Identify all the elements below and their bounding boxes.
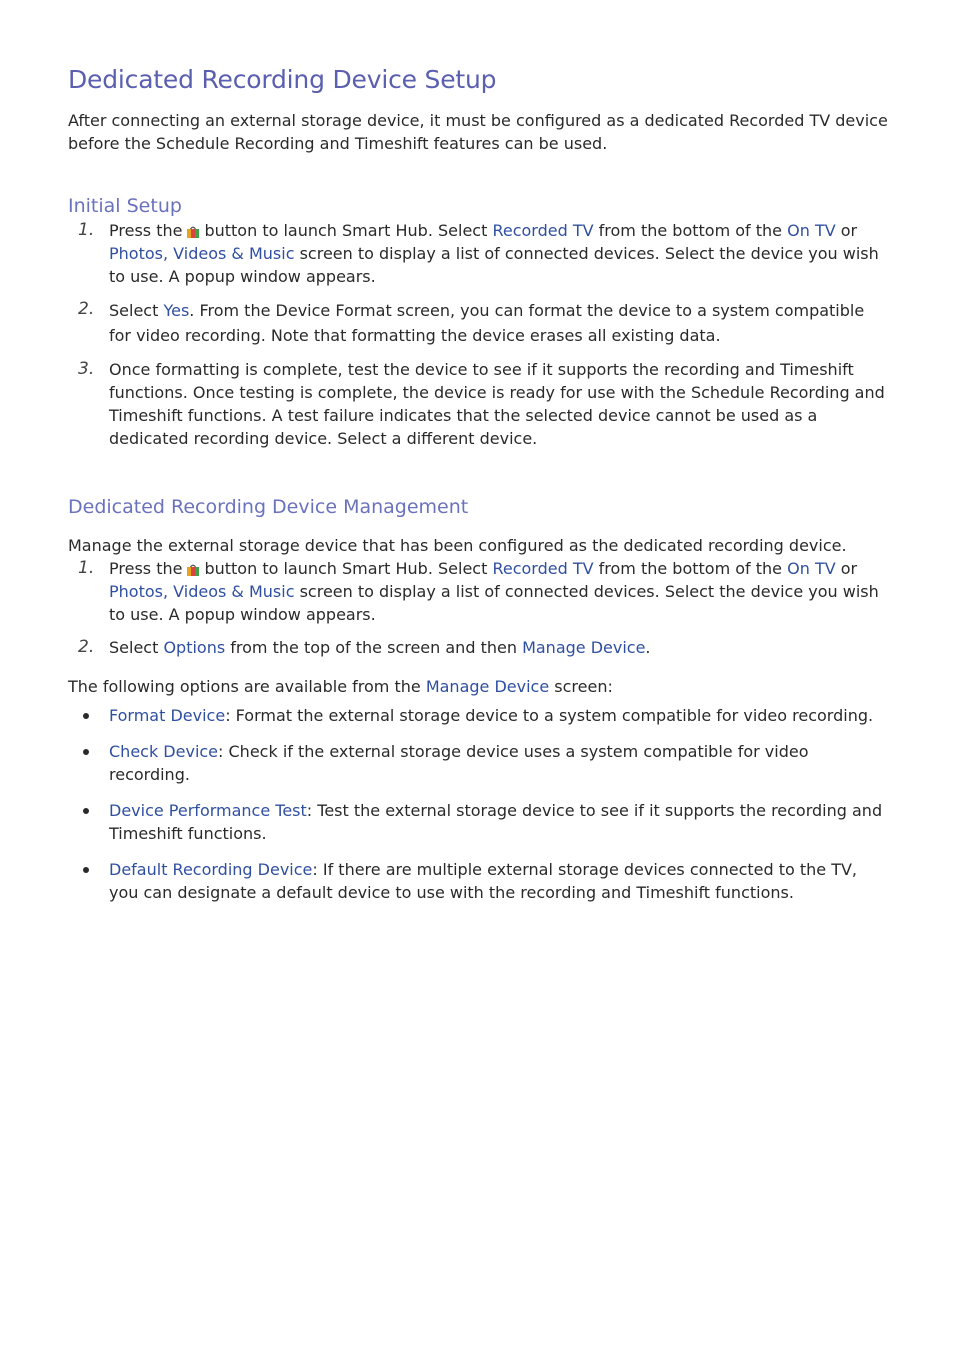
- step-number: 1.: [78, 220, 95, 240]
- step-text: Once formatting is complete, test the device to see if it supports the recording and Timeshift functions. Once testing is complete, the device is ready for use with the Schedule Recording and Timeshift functions. A test failure indicates that the selected device cannot be used as a dedicated recording device. Select a different device.: [109, 360, 885, 448]
- step-text: button to launch Smart Hub. Select: [204, 221, 488, 240]
- step-text: . From the Device Format screen, you can format the device to a system compatible for video recording. Note that formatting the device erases all existing data.: [109, 301, 865, 345]
- smart-hub-icon: [186, 225, 200, 239]
- keyword-on-tv: On TV: [787, 221, 836, 240]
- step-number: 2.: [78, 637, 95, 657]
- step-text: Select: [109, 301, 159, 320]
- document-page: [68, 60, 890, 904]
- step-text: screen to display a list of connected devices. Select the device you wish to use. A popup window appears.: [109, 582, 879, 624]
- options-intro-text: screen:: [554, 677, 613, 696]
- option-name: Format Device: [109, 706, 226, 725]
- options-intro: [68, 675, 890, 698]
- options-intro-text: The following options are available from the: [68, 677, 421, 696]
- option-name: Default Recording Device: [109, 860, 313, 879]
- list-item: [68, 358, 890, 450]
- option-description: : Format the external storage device to a system compatible for video recording.: [225, 706, 874, 725]
- list-item: [68, 219, 890, 288]
- management-intro: Manage the external storage device that has been configured as the dedicated recording device.: [68, 536, 847, 555]
- initial-setup-steps: [68, 219, 890, 450]
- option-format-device: [68, 704, 890, 727]
- option-description: : Test the external storage device to see if it supports the recording and Timeshift functions.: [109, 801, 883, 843]
- list-item: [68, 298, 890, 348]
- list-item: [68, 636, 890, 659]
- step-text: from the top of the screen and then: [230, 638, 517, 657]
- bullet: [83, 749, 89, 755]
- management-steps: [68, 557, 890, 659]
- intro-paragraph: After connecting an external storage device, it must be configured as a dedicated Recorded TV device before the Schedule Recording and Timeshift features can be used.: [68, 111, 888, 153]
- keyword-yes: Yes: [163, 301, 190, 320]
- keyword-manage-device: Manage Device: [425, 677, 550, 696]
- option-name: Check Device: [109, 742, 219, 761]
- option-device-performance-test: [68, 799, 890, 845]
- bullet: [83, 867, 89, 873]
- step-text: Press the: [109, 221, 183, 240]
- step-text: from the bottom of the: [598, 221, 783, 240]
- keyword-recorded-tv: Recorded TV: [492, 221, 594, 240]
- smart-hub-icon: [186, 563, 200, 577]
- step-text: screen to display a list of connected devices. Select the device you wish to use. A popup window appears.: [109, 244, 879, 286]
- step-text: .: [645, 638, 651, 657]
- step-number: 3.: [78, 359, 95, 379]
- option-description: : Check if the external storage device uses a system compatible for video recording.: [109, 742, 809, 784]
- step-text: Press the: [109, 559, 183, 578]
- keyword-recorded-tv: Recorded TV: [492, 559, 594, 578]
- step-text: Select: [109, 638, 159, 657]
- option-description: : If there are multiple external storage devices connected to the TV, you can designate a default device to use with the recording and Timeshift functions.: [109, 860, 858, 902]
- option-name: Device Performance Test: [109, 801, 307, 820]
- option-default-recording-device: [68, 858, 890, 904]
- step-text: or: [840, 221, 858, 240]
- keyword-photos-videos-music: Photos, Videos & Music: [109, 582, 295, 601]
- step-number: 2.: [78, 299, 95, 319]
- step-number: 1.: [78, 558, 95, 578]
- section-heading-device-management: Dedicated Recording Device Management: [68, 496, 469, 518]
- step-text: or: [840, 559, 858, 578]
- keyword-photos-videos-music: Photos, Videos & Music: [109, 244, 295, 263]
- option-check-device: [68, 740, 890, 786]
- step-text: from the bottom of the: [598, 559, 783, 578]
- keyword-manage-device: Manage Device: [522, 638, 646, 657]
- section-heading-initial-setup: Initial Setup: [68, 195, 182, 217]
- keyword-on-tv: On TV: [787, 559, 836, 578]
- bullet: [83, 808, 89, 814]
- keyword-options: Options: [163, 638, 226, 657]
- bullet: [83, 713, 89, 719]
- manage-device-options: [68, 704, 890, 904]
- list-item: [68, 557, 890, 626]
- step-text: button to launch Smart Hub. Select: [204, 559, 488, 578]
- page-title: Dedicated Recording Device Setup: [68, 65, 497, 94]
